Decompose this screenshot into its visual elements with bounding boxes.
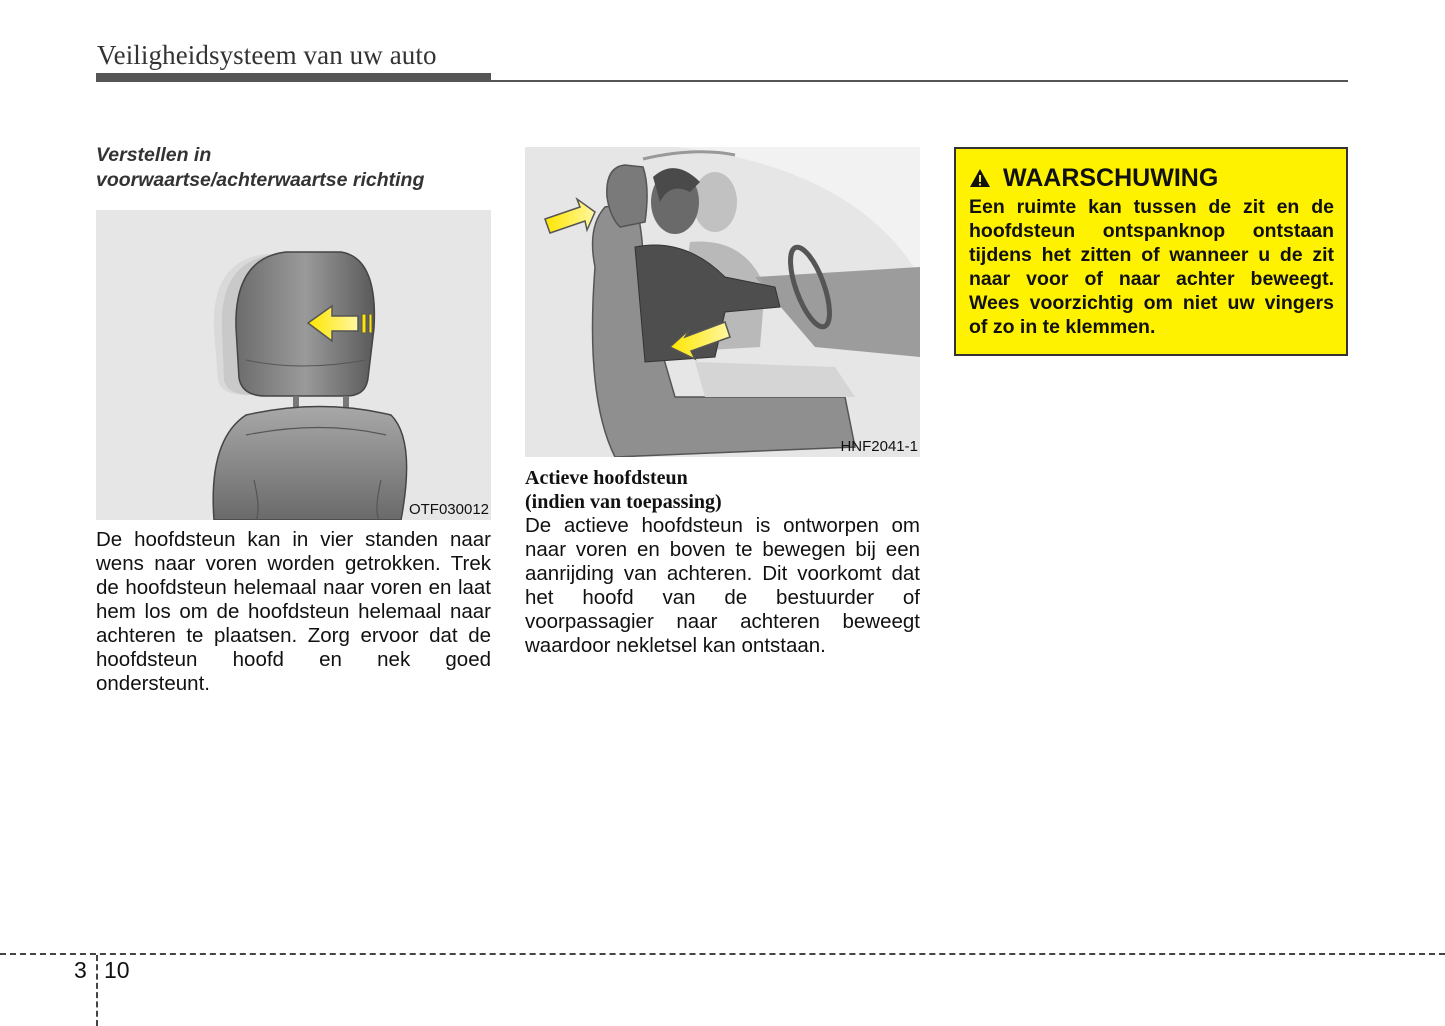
- warning-text: Een ruimte kan tussen de zit en de hoofdsteun ontspanknop ontstaan tijdens het zitten of wanneer u de zit naar voor of naar achter beweegt. Wees voorzichtig om niet uw vingers of zo in te klemmen.: [969, 196, 1334, 338]
- section-heading: Actieve hoofdsteun (indien van toepassing): [525, 467, 722, 513]
- left-column: [96, 143, 491, 696]
- page-number: 10: [104, 957, 130, 983]
- right-column: [954, 147, 1348, 356]
- warning-title: WAARSCHUWING: [969, 163, 1334, 193]
- header-rule-thick: [96, 73, 491, 82]
- paragraph: De hoofdsteun kan in vier standen naar wens naar voren worden getrokken. Trek de hoofdsteun helemaal naar voren en laat hem los om de hoofdsteun helemaal naar achteren te plaatsen. Zorg ervoor dat de hoofdsteun hoofd en nek goed ondersteunt.: [96, 528, 491, 695]
- page-title: Veiligheidsysteem van uw auto: [97, 40, 437, 70]
- header-rule-thin: [491, 80, 1348, 82]
- section-subheading: Verstellen in voorwaartse/achterwaartse richting: [96, 144, 425, 191]
- paragraph: De actieve hoofdsteun is ontworpen om naar voren en boven te bewegen bij een aanrijding van achteren. Dit voorkomt dat het hoofd van de bestuurder of voorpassagier naar achteren beweegt waardoor nekletsel kan ontstaan.: [525, 514, 920, 657]
- footer-divider: [96, 955, 98, 1026]
- driver-seat-illustration: [525, 147, 920, 457]
- figure-code: HNF2041-1: [840, 438, 918, 455]
- headrest-illustration: [96, 210, 491, 520]
- active-headrest-figure: [525, 147, 920, 457]
- warning-box: [954, 147, 1348, 356]
- footer-rule: [0, 953, 1445, 955]
- headrest-figure: [96, 210, 491, 520]
- middle-column: [525, 147, 920, 658]
- chapter-number: 3: [74, 957, 87, 983]
- figure-code: OTF030012: [408, 501, 489, 518]
- warning-triangle-icon: [969, 168, 991, 188]
